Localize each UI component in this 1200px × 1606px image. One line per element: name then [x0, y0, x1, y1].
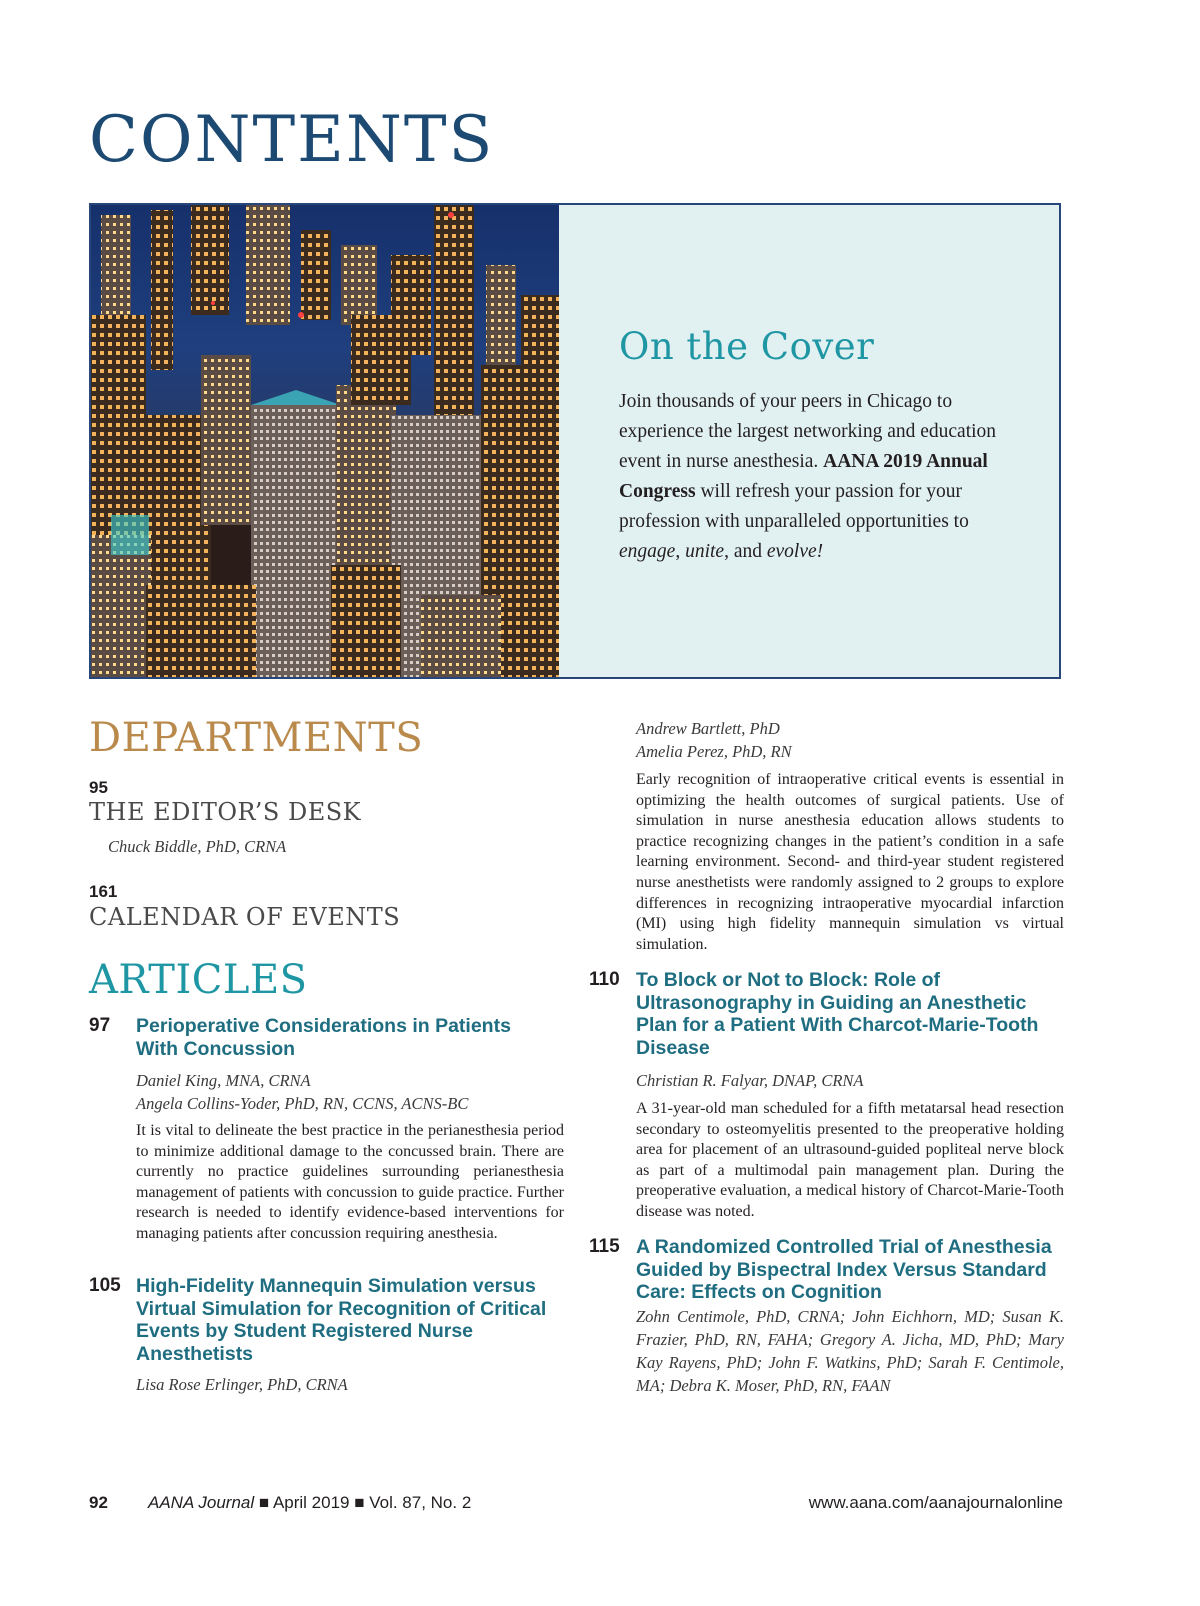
department-page-number: 161: [89, 882, 118, 901]
departments-heading: DEPARTMENTS: [89, 715, 424, 761]
department-title[interactable]: THE EDITOR’S DESK: [89, 798, 362, 826]
article-page-number: 105: [89, 1275, 121, 1296]
article-title[interactable]: To Block or Not to Block: Role of Ultrasonography in Guiding an Anesthetic Plan for a Patient With Charcot-Marie-Tooth Disease: [636, 969, 1039, 1059]
article-authors: Zohn Centimole, PhD, CRNA; John Eichhorn, MD; Susan K. Frazier, PhD, RN, FAHA; Gregory A. Jicha, MD, PhD; Mary Kay Rayens, PhD; John F. Watkins, PhD; Sarah F. Centimole, MA; Debra K. Moser, PhD, RN, FAAN: [636, 1307, 1064, 1395]
article-abstract: A 31-year-old man scheduled for a fifth metatarsal head resection secondary to osteomyelitis presented to the preoperative holding area for placement of an ultrasound-guided popliteal nerve block as part of a multimodal pain management plan. During the preoperative evaluation, a medical history of Charcot-Marie-Tooth disease was noted.: [636, 1100, 1064, 1220]
article-author: Lisa Rose Erlinger, PhD, CRNA: [136, 1375, 348, 1394]
department-title[interactable]: CALENDAR OF EVENTS: [89, 903, 401, 931]
article-page-number: 97: [89, 1015, 111, 1036]
page-title: CONTENTS: [89, 103, 495, 177]
article-author: Christian R. Falyar, DNAP, CRNA: [636, 1071, 864, 1090]
article-authors-continued: Andrew Bartlett, PhD Amelia Perez, PhD, RN: [636, 719, 792, 761]
department-page-number: 95: [89, 778, 108, 797]
article-page-number: 115: [589, 1236, 620, 1257]
page-number: 92: [89, 1493, 108, 1512]
city-skyline-photo: [91, 205, 559, 677]
cover-description: Join thousands of your peers in Chicago to experience the largest networking and education event in nurse anesthesia. AANA 2019 Annual Congress will refresh your passion for your profession with unparalleled opportunities to engage, unite, and evolve!: [619, 391, 997, 562]
article-authors: Daniel King, MNA, CRNA Angela Collins-Yoder, PhD, RN, CCNS, ACNS-BC: [136, 1071, 469, 1113]
article-title[interactable]: A Randomized Controlled Trial of Anesthesia Guided by Bispectral Index Versus Standard Care: Effects on Cognition: [636, 1236, 1052, 1303]
article-abstract: Early recognition of intraoperative critical events is essential in optimizing the health outcomes of surgical patients. Use of simulation in nurse anesthesia education allows students to practice recognizing changes in the patient’s condition in a safe learning environment. Second- and third-year student registered nurse anesthetists were randomly assigned to 2 groups to explore differences in recognizing intraoperative myocardial infarction (MI) using high fidelity mannequin simulation vs virtual simulation.: [636, 771, 1064, 953]
department-author: Chuck Biddle, PhD, CRNA: [108, 837, 287, 856]
journal-url-link[interactable]: www.aana.com/aanajournalonline: [808, 1493, 1063, 1512]
article-title[interactable]: Perioperative Considerations in Patients With Concussion: [136, 1015, 511, 1060]
articles-heading: ARTICLES: [89, 957, 308, 1003]
cover-heading: On the Cover: [619, 325, 875, 368]
article-title[interactable]: High-Fidelity Mannequin Simulation versus Virtual Simulation for Recognition of Critical Events by Student Registered Nurse Anesthetists: [136, 1275, 547, 1365]
journal-issue-info: AANA Journal ■ April 2019 ■ Vol. 87, No. 2: [148, 1493, 472, 1512]
cover-panel: [89, 203, 1061, 679]
congress-name: AANA 2019 Annual Congress: [619, 451, 988, 502]
article-page-number: 110: [589, 969, 620, 990]
article-abstract: It is vital to delineate the best practice in the perianesthesia period to minimize additional damage to the concussed brain. There are currently no practice guidelines surrounding perianesthesia management of patients with concussion to guide practice. Further research is needed to identify evidence-based interventions for managing patients after concussion requiring anesthesia.: [136, 1122, 564, 1242]
